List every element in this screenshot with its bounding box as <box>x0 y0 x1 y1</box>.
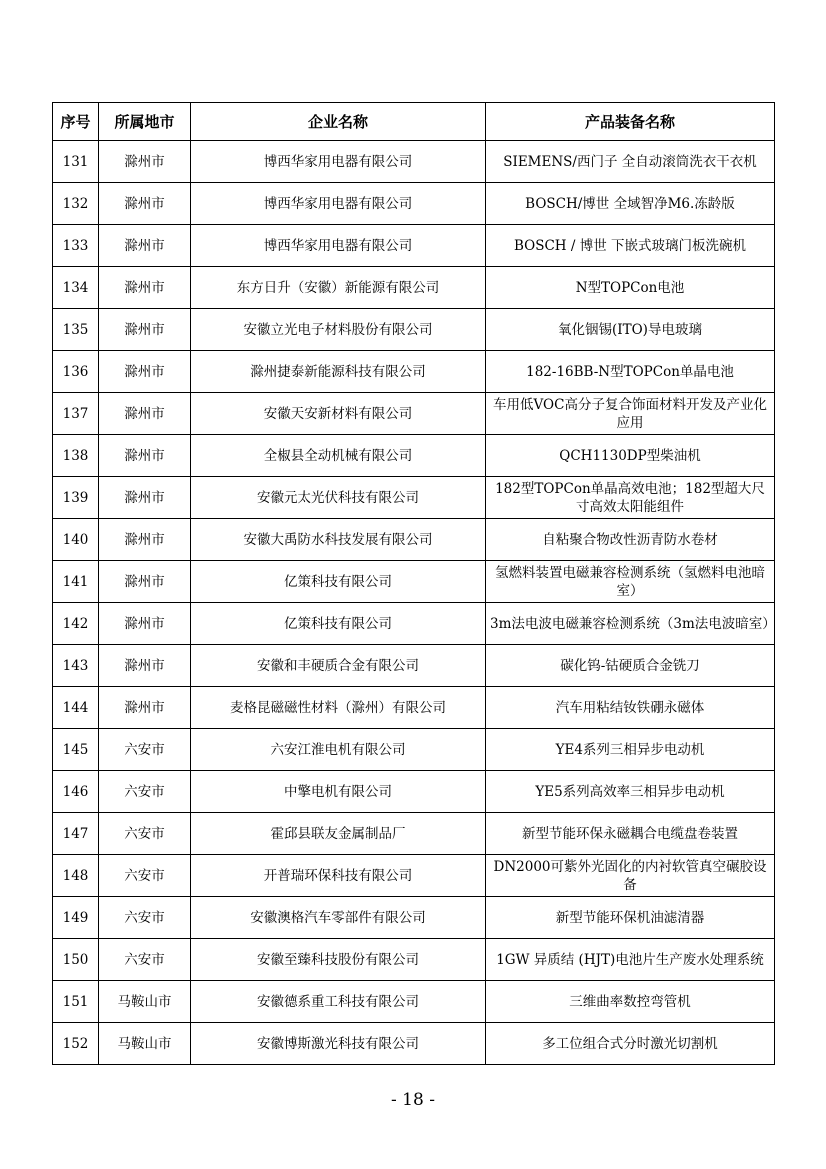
cell-index: 144 <box>53 687 99 729</box>
cell-city: 六安市 <box>99 729 191 771</box>
table-row <box>53 183 775 225</box>
cell-company: 安徽博斯激光科技有限公司 <box>191 1023 486 1065</box>
cell-company: 六安江淮电机有限公司 <box>191 729 486 771</box>
header-city: 所属地市 <box>99 103 191 141</box>
cell-city: 滁州市 <box>99 519 191 561</box>
cell-company: 中擎电机有限公司 <box>191 771 486 813</box>
cell-product: 新型节能环保永磁耦合电缆盘卷装置 <box>486 813 775 855</box>
table-row <box>53 309 775 351</box>
table-row <box>53 1023 775 1065</box>
cell-product: 多工位组合式分时激光切割机 <box>486 1023 775 1065</box>
cell-product: 碳化钨-钴硬质合金铣刀 <box>486 645 775 687</box>
cell-company: 东方日升（安徽）新能源有限公司 <box>191 267 486 309</box>
cell-company: 安徽天安新材料有限公司 <box>191 393 486 435</box>
cell-city: 滁州市 <box>99 477 191 519</box>
cell-index: 142 <box>53 603 99 645</box>
table-row <box>53 645 775 687</box>
header-company: 企业名称 <box>191 103 486 141</box>
table-row <box>53 981 775 1023</box>
cell-city: 马鞍山市 <box>99 981 191 1023</box>
cell-city: 滁州市 <box>99 351 191 393</box>
cell-product: 1GW 异质结 (HJT)电池片生产废水处理系统 <box>486 939 775 981</box>
cell-product: DN2000可紫外光固化的内衬软管真空碾胶设备 <box>486 855 775 897</box>
cell-company: 博西华家用电器有限公司 <box>191 183 486 225</box>
cell-company: 开普瑞环保科技有限公司 <box>191 855 486 897</box>
cell-city: 马鞍山市 <box>99 1023 191 1065</box>
cell-index: 136 <box>53 351 99 393</box>
table-row <box>53 435 775 477</box>
cell-product: 氢燃料装置电磁兼容检测系统（氢燃料电池暗室） <box>486 561 775 603</box>
table-header-row <box>53 103 775 141</box>
cell-company: 麦格昆磁磁性材料（滁州）有限公司 <box>191 687 486 729</box>
cell-index: 137 <box>53 393 99 435</box>
header-product: 产品装备名称 <box>486 103 775 141</box>
cell-product: BOSCH/博世 全域智净M6.冻龄版 <box>486 183 775 225</box>
header-index: 序号 <box>53 103 99 141</box>
table-row <box>53 477 775 519</box>
cell-product: 新型节能环保机油滤清器 <box>486 897 775 939</box>
cell-city: 滁州市 <box>99 561 191 603</box>
cell-city: 滁州市 <box>99 183 191 225</box>
cell-index: 148 <box>53 855 99 897</box>
cell-city: 滁州市 <box>99 645 191 687</box>
cell-product: 三维曲率数控弯管机 <box>486 981 775 1023</box>
cell-city: 滁州市 <box>99 141 191 183</box>
cell-city: 六安市 <box>99 939 191 981</box>
cell-company: 亿策科技有限公司 <box>191 561 486 603</box>
cell-index: 132 <box>53 183 99 225</box>
cell-index: 145 <box>53 729 99 771</box>
cell-company: 霍邱县联友金属制品厂 <box>191 813 486 855</box>
cell-index: 150 <box>53 939 99 981</box>
table-row <box>53 939 775 981</box>
page-number: - 18 - <box>391 1090 435 1110</box>
cell-product: 3m法电波电磁兼容检测系统（3m法电波暗室） <box>486 603 775 645</box>
table-row <box>53 855 775 897</box>
cell-company: 安徽和丰硬质合金有限公司 <box>191 645 486 687</box>
cell-city: 滁州市 <box>99 309 191 351</box>
cell-product: BOSCH / 博世 下嵌式玻璃门板洗碗机 <box>486 225 775 267</box>
table-row <box>53 351 775 393</box>
cell-company: 博西华家用电器有限公司 <box>191 141 486 183</box>
cell-city: 滁州市 <box>99 687 191 729</box>
cell-product: 氧化铟锡(ITO)导电玻璃 <box>486 309 775 351</box>
cell-index: 152 <box>53 1023 99 1065</box>
cell-company: 安徽大禹防水科技发展有限公司 <box>191 519 486 561</box>
table-row <box>53 603 775 645</box>
table-row <box>53 771 775 813</box>
cell-city: 滁州市 <box>99 435 191 477</box>
cell-product: 182-16BB-N型TOPCon单晶电池 <box>486 351 775 393</box>
cell-index: 133 <box>53 225 99 267</box>
cell-product: 自粘聚合物改性沥青防水卷材 <box>486 519 775 561</box>
cell-product: YE5系列高效率三相异步电动机 <box>486 771 775 813</box>
enterprise-product-table <box>52 102 775 1065</box>
cell-city: 六安市 <box>99 771 191 813</box>
cell-company: 滁州捷泰新能源科技有限公司 <box>191 351 486 393</box>
table-row <box>53 225 775 267</box>
cell-product: QCH1130DP型柴油机 <box>486 435 775 477</box>
cell-product: 车用低VOC高分子复合饰面材料开发及产业化应用 <box>486 393 775 435</box>
cell-company: 安徽澳格汽车零部件有限公司 <box>191 897 486 939</box>
cell-city: 六安市 <box>99 897 191 939</box>
cell-index: 151 <box>53 981 99 1023</box>
cell-index: 146 <box>53 771 99 813</box>
cell-company: 安徽立光电子材料股份有限公司 <box>191 309 486 351</box>
cell-city: 滁州市 <box>99 267 191 309</box>
table-row <box>53 813 775 855</box>
cell-index: 141 <box>53 561 99 603</box>
cell-city: 滁州市 <box>99 603 191 645</box>
cell-index: 149 <box>53 897 99 939</box>
table-row <box>53 267 775 309</box>
cell-city: 六安市 <box>99 855 191 897</box>
cell-index: 139 <box>53 477 99 519</box>
table-body <box>53 141 775 1065</box>
cell-company: 全椒县全动机械有限公司 <box>191 435 486 477</box>
cell-city: 滁州市 <box>99 225 191 267</box>
cell-company: 安徽至臻科技股份有限公司 <box>191 939 486 981</box>
cell-company: 安徽元太光伏科技有限公司 <box>191 477 486 519</box>
table-row <box>53 561 775 603</box>
cell-city: 滁州市 <box>99 393 191 435</box>
table-row <box>53 687 775 729</box>
cell-city: 六安市 <box>99 813 191 855</box>
table-row <box>53 393 775 435</box>
table-row <box>53 729 775 771</box>
cell-index: 135 <box>53 309 99 351</box>
cell-index: 134 <box>53 267 99 309</box>
cell-product: 182型TOPCon单晶高效电池；182型超大尺寸高效太阳能组件 <box>486 477 775 519</box>
table-row <box>53 897 775 939</box>
cell-product: SIEMENS/西门子 全自动滚筒洗衣干衣机 <box>486 141 775 183</box>
cell-index: 140 <box>53 519 99 561</box>
table-row <box>53 141 775 183</box>
cell-company: 博西华家用电器有限公司 <box>191 225 486 267</box>
cell-product: 汽车用粘结钕铁硼永磁体 <box>486 687 775 729</box>
cell-index: 143 <box>53 645 99 687</box>
cell-product: YE4系列三相异步电动机 <box>486 729 775 771</box>
cell-index: 147 <box>53 813 99 855</box>
cell-product: N型TOPCon电池 <box>486 267 775 309</box>
table-row <box>53 519 775 561</box>
cell-company: 亿策科技有限公司 <box>191 603 486 645</box>
cell-index: 138 <box>53 435 99 477</box>
cell-company: 安徽德系重工科技有限公司 <box>191 981 486 1023</box>
cell-index: 131 <box>53 141 99 183</box>
